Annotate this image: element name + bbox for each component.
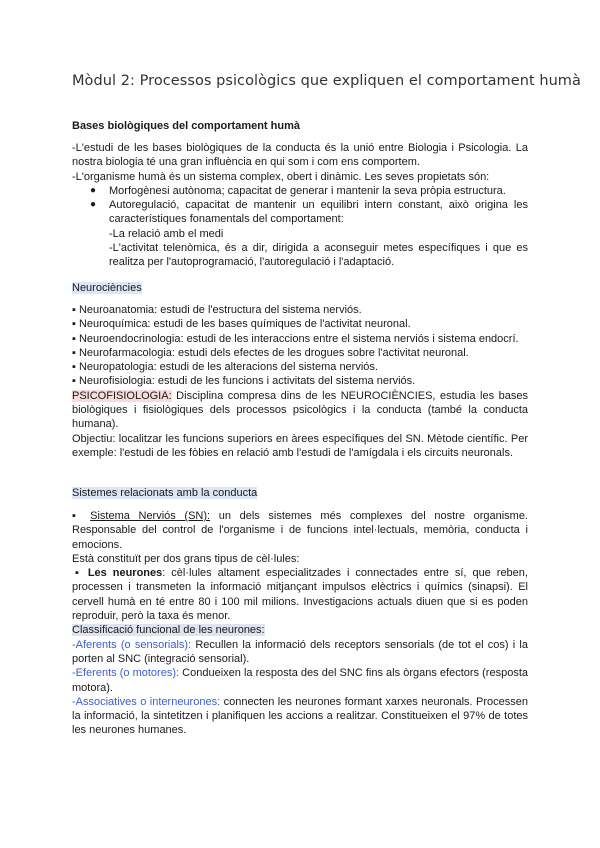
list-item: ▪ Neuroendocrinologia: estudi de les interaccions entre el sistema nerviós i sistema endocrí. bbox=[72, 332, 519, 345]
eferents-paragraph: -Eferents (o motores): Condueixen la resposta des del SNC fins als òrgans efectors (resposta motora). bbox=[72, 667, 528, 694]
neurones-label: Les neurones bbox=[87, 567, 163, 580]
page-title: Mòdul 2: Processos psicològics que expliquen el comportament humà bbox=[72, 73, 581, 89]
neuro-heading: Neurociències bbox=[72, 282, 142, 294]
list-item: ▪ Neurofisiologia: estudi de les funcions i activitats del sistema nerviós. bbox=[72, 375, 416, 388]
eferents-label: -Eferents (o motores): bbox=[72, 667, 180, 680]
bases-heading: Bases biològiques del comportament humà bbox=[72, 120, 300, 132]
objectiu-paragraph: Objectiu: localitzar les funcions superiors en àrees específiques del SN. Mètode científic. Per exemple: l'estudi de les fòbies en relació amb l'estudi de l'amígdala i els circuits neuronals. bbox=[72, 432, 528, 459]
neuro-section bbox=[72, 303, 528, 460]
aferents-label: -Aferents (o sensorials): bbox=[72, 638, 192, 651]
associatives-paragraph: -Associatives o interneurones: connecten les neurones formant xarxes neuronals. Processen la informació, la sintetitzen i planifiquen les accions a realitzar. Constitueixen el 97% de totes les neurones humanes. bbox=[72, 695, 528, 737]
sistemes-section bbox=[72, 509, 528, 738]
classificacio-heading: Classificació funcional de les neurones: bbox=[72, 624, 265, 637]
sub-item-telenomica: -L'activitat telenòmica, és a dir, dirigida a aconseguir metes específiques i que es realitza per l'autoprogramació, l'autoregulació i l'adaptació. bbox=[109, 242, 528, 269]
aferents-paragraph: -Aferents (o sensorials): Recullen la informació dels receptors sensorials (de tot el cos) i la porten al SNC (integració sensorial). bbox=[72, 638, 528, 665]
classificacio-paragraph bbox=[72, 623, 528, 637]
list-item: ▪ Neurofarmacologia: estudi dels efectes de les drogues sobre l'activitat neuronal. bbox=[72, 346, 469, 359]
sistema-nervios-paragraph: ▪ Sistema Nerviós (SN): un dels sistemes més complexes del nostre organisme. Responsable del control de l'organisme i de funcions intel·lectuals, memòria, conducta i emocions. bbox=[72, 510, 528, 551]
bases-paragraph-2: -L'organisme humà és un sistema complex, obert i dinàmic. Les seves propietats són: bbox=[72, 170, 490, 183]
neurones-paragraph: ▪ Les neurones: cèl·lules altament especialitzades i connectades entre sí, que reben, processen i transmeten la informació mitjançant impulsos elèctrics i químics (sinapsi). El cervell humà en té entre 80 i 100 mil milions. Investigacions actuals diuen que si es poden reproduir, però la taxa és menor. bbox=[72, 567, 528, 623]
list-item: ● Autoregulació, capacitat de mantenir un equilibri intern constant, això origina les característiques fonamentals del comportament: bbox=[90, 199, 528, 226]
list-item: ● Morfogènesi autònoma; capacitat de generar i mantenir la seva pròpia estructura. bbox=[90, 184, 506, 197]
bullet-icon: ● bbox=[90, 184, 97, 196]
sistema-nervios-label: Sistema Nerviós (SN): bbox=[90, 510, 211, 522]
sistemes-heading: Sistemes relacionats amb la conducta bbox=[72, 487, 258, 499]
associatives-label: -Associatives o interneurones: bbox=[72, 695, 221, 708]
psicofisiologia-paragraph: PSICOFISIOLOGIA: Disciplina compresa dins de les NEUROCIÈNCIES, estudia les bases biològiques i fisiològiques dels processos psicològics i la conducta (també la conducta humana). bbox=[72, 389, 528, 431]
bullet-icon: ● bbox=[90, 199, 97, 211]
constituit-paragraph: Està constituït per dos grans tipus de cèl·lules: bbox=[72, 552, 300, 565]
sistemes-heading-row bbox=[72, 486, 528, 500]
list-item: ▪ Neuropatologia: estudi de les alteracions del sistema nerviós. bbox=[72, 361, 378, 374]
neuro-heading-row bbox=[72, 281, 528, 295]
bases-paragraph-1: -L'estudi de les bases biològiques de la conducta és la unió entre Biologia i Psicologia. La nostra biologia té una gran influència en qui som i com ens comportem. bbox=[72, 142, 528, 169]
list-item: ▪ Neuroquímica: estudi de les bases químiques de l'activitat neuronal. bbox=[72, 318, 411, 331]
list-item: ▪ Neuroanatomia: estudi de l'estructura del sistema nerviós. bbox=[72, 304, 362, 316]
sub-item-medi: -La relació amb el medi bbox=[109, 227, 224, 240]
bases-section bbox=[72, 141, 528, 270]
psicofisiologia-label: PSICOFISIOLOGIA: bbox=[72, 389, 172, 402]
properties-list bbox=[72, 184, 528, 227]
